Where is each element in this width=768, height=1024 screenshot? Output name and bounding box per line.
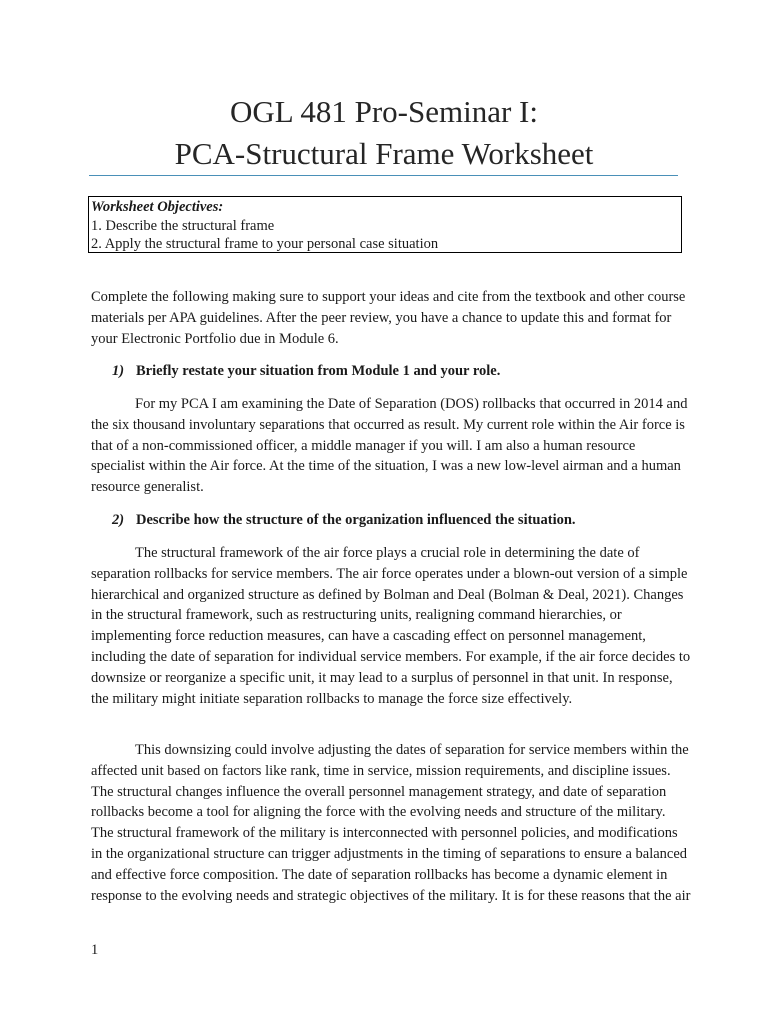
question-1: [112, 361, 692, 381]
question-text: Briefly restate your situation from Module 1 and your role.: [136, 363, 501, 379]
question-text: Describe how the structure of the organization influenced the situation.: [136, 512, 576, 528]
objective-item: 1. Describe the structural frame: [91, 217, 275, 234]
answer-paragraph: The structural framework of the air force plays a crucial role in determining the date of separation rollbacks for service members. The air force operates under a blown-out version of a simple hierarchical and organized structure as defined by Bolman and Deal (Bolman & Deal, 2021). Changes in the structural framework, such as restructuring units, realigning command hierarchies, or implementing force reduction measures, can have a cascading effect on personnel management, including the date of separation for individual service members. For example, if the air force decides to downsize or reorganize a specific unit, it may lead to a surplus of personnel in that unit. In response, the military might initiate separation rollbacks to manage the force size effectively.: [91, 545, 691, 707]
document-title-line1: OGL 481 Pro-Seminar I:: [230, 94, 538, 129]
objectives-heading: Worksheet Objectives:: [91, 199, 224, 215]
question-2: [112, 510, 692, 530]
answer-paragraph: For my PCA I am examining the Date of Separation (DOS) rollbacks that occurred in 2014 and the six thousand involuntary separations that occurred as result. My current role within the Air force is that of a non-commissioned officer, a middle manager if you will. I am also a human resource specialist within the Air force. At the time of the situation, I was a new low-level airman and a human resource generalist.: [91, 396, 688, 496]
objective-item: 2. Apply the structural frame to your personal case situation: [91, 236, 439, 252]
objectives-box: [88, 196, 682, 253]
intro-paragraph: Complete the following making sure to support your ideas and cite from the textbook and other course materials per APA guidelines. After the peer review, you have a chance to update this and format for your Electronic Portfolio due in Module 6.: [91, 289, 686, 347]
document-title-line2: PCA-Structural Frame Worksheet: [174, 136, 594, 171]
page-number: 1: [91, 942, 99, 958]
title-divider: [89, 175, 678, 176]
question-number: 1): [112, 363, 125, 379]
question-number: 2): [112, 512, 125, 528]
answer-paragraph: This downsizing could involve adjusting the dates of separation for service members within the affected unit based on factors like rank, time in service, mission requirements, and discipline issues. The structural changes influence the overall personnel management strategy, and date of separation rollbacks become a tool for aligning the force with the evolving needs and structure of the military. The structural framework of the military is interconnected with personnel policies, and modifications in the organizational structure can trigger adjustments in the timing of separations to ensure a balanced and effective force composition. The date of separation rollbacks has become a dynamic element in response to the evolving needs and strategic objectives of the military. It is for these reasons that the air: [91, 742, 691, 904]
